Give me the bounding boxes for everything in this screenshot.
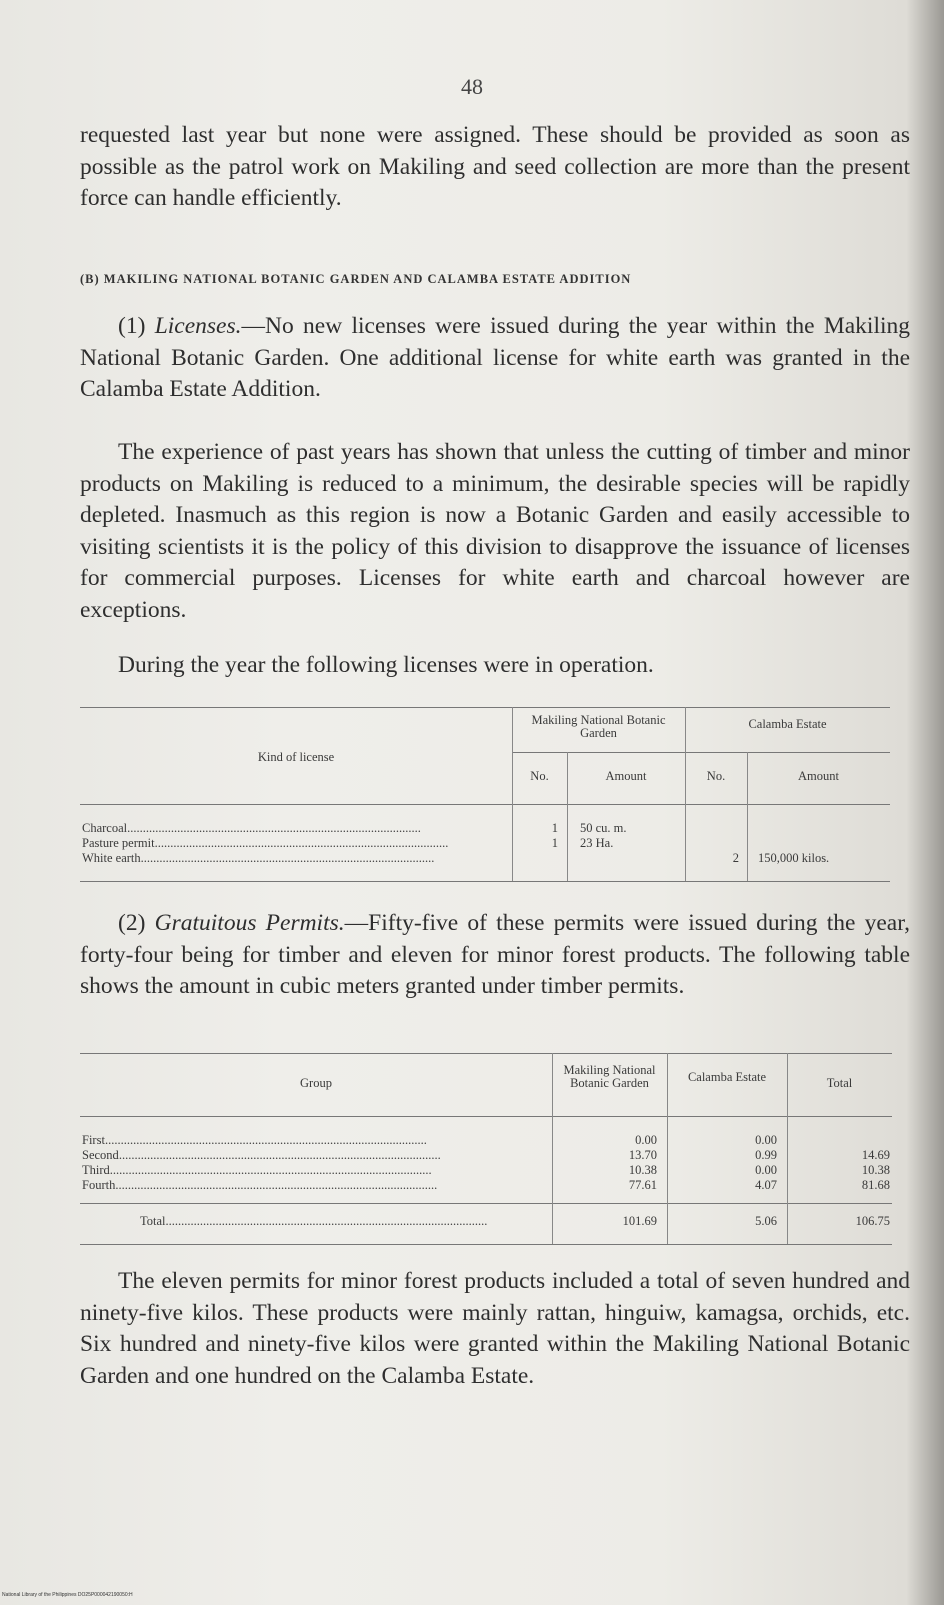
row-kind: Charcoal <box>82 822 128 835</box>
row-m-no: 1 <box>551 821 558 835</box>
minor-products-text: The eleven permits for minor forest products included a total of seven hundred and ninety-five kilos. These products were mainly rattan, hinguiw, kamagsa, orchids, etc. Six hundred and ninety-five kilos were granted within the Makiling National Botanic Garden and one hundred on the Calamba Estate. <box>80 1268 910 1389</box>
licenses-text: —No new licenses were issued during the year within the Makiling National Botanic Garden. One additional license for white earth was granted in the Calamba Estate Addition. <box>80 313 910 403</box>
row-m-no: 1 <box>551 836 558 850</box>
policy-text: The experience of past years has shown that unless the cutting of timber and minor products on Makiling is reduced to a minimum, the desirable species will be rapidly depleted. Inasmuch as this region is now a Botanic Garden and easily accessible to visiting scientists it is the policy of this division to disapprove the issuance of licenses for commercial purposes. Licenses for white earth and charcoal however are exceptions. <box>80 439 910 623</box>
row-total: 10.38 <box>861 1163 890 1177</box>
row-group: Fourth <box>82 1179 116 1192</box>
page-number: 48 <box>461 74 483 99</box>
col-calamba-amount: Amount <box>798 769 839 783</box>
table-row: Pasture permit.............................................................................................. <box>82 837 449 850</box>
gratuitous-label: (2) <box>118 910 155 936</box>
licenses-label: (1) <box>118 313 155 339</box>
paragraph-licenses <box>80 311 910 406</box>
gratuitous-text: —Fifty-five of these permits were issued during the year, forty-four being for timber and eleven for minor forest products. The following table shows the amount in cubic meters granted under timber permits. <box>80 910 910 1000</box>
row-m-amount: 23 Ha. <box>580 836 614 850</box>
paragraph-intro: requested last year but none were assigned. These should be provided as soon as possible as the patrol work on Makiling and seed collection are more than the present force can handle efficiently. <box>80 122 910 212</box>
table-row: Fourth....................................................................................................... <box>82 1179 438 1192</box>
col-calamba-no: No. <box>706 769 726 783</box>
row-c-no: 2 <box>732 851 739 865</box>
row-makiling: 10.38 <box>628 1163 657 1177</box>
col-makiling: Makiling National Botanic Garden <box>563 1063 656 1090</box>
total-label: Total <box>140 1215 166 1228</box>
table-row: Third....................................................................................................... <box>82 1164 432 1177</box>
table-row: Second....................................................................................................... <box>82 1149 441 1162</box>
row-m-amount: 50 cu. m. <box>580 821 627 835</box>
col-calamba-estate: Calamba Estate <box>748 717 827 731</box>
row-group: Second <box>82 1149 119 1162</box>
row-group: First <box>82 1134 105 1147</box>
paragraph-policy <box>80 437 910 627</box>
row-calamba: 0.00 <box>755 1163 777 1177</box>
licenses-intro-text: During the year the following licenses were in operation. <box>118 652 654 678</box>
col-makiling-amount: Amount <box>605 769 647 783</box>
total-calamba: 5.06 <box>755 1214 777 1228</box>
row-kind: Pasture permit <box>82 837 155 850</box>
table-row: White earth.............................................................................................. <box>82 852 435 865</box>
col-makiling-no: No. <box>530 769 549 783</box>
paragraph-gratuitous <box>80 908 910 1003</box>
row-calamba: 4.07 <box>755 1178 777 1192</box>
total-total: 106.75 <box>855 1214 890 1228</box>
total-row: Total....................................................................................................... <box>140 1215 488 1228</box>
col-makiling-garden: Makiling National Botanic Garden <box>531 713 666 740</box>
table-row: First....................................................................................................... <box>82 1134 427 1147</box>
row-group: Third <box>82 1164 110 1177</box>
col-calamba: Calamba Estate <box>687 1070 767 1084</box>
row-calamba: 0.00 <box>755 1133 777 1147</box>
table-row: Charcoal.............................................................................................. <box>82 822 421 835</box>
row-makiling: 0.00 <box>635 1133 657 1147</box>
col-total: Total <box>826 1076 853 1090</box>
row-makiling: 13.70 <box>628 1148 657 1162</box>
total-makiling: 101.69 <box>622 1214 657 1228</box>
row-c-amount: 150,000 kilos. <box>758 851 830 865</box>
col-group: Group <box>300 1076 332 1090</box>
paragraph-licenses-intro <box>80 650 910 682</box>
row-total: 81.68 <box>861 1178 890 1192</box>
section-heading: (B) MAKILING NATIONAL BOTANIC GARDEN AND CALAMBA ESTATE ADDITION <box>80 272 632 286</box>
licenses-title: Licenses. <box>154 313 242 339</box>
row-calamba: 0.99 <box>755 1148 777 1162</box>
row-kind: White earth <box>82 852 141 865</box>
row-total: 14.69 <box>861 1148 890 1162</box>
gratuitous-title: Gratuitous Permits. <box>154 910 345 936</box>
paragraph-minor-products <box>80 1266 910 1392</box>
row-makiling: 77.61 <box>628 1178 657 1192</box>
col-kind-of-license: Kind of license <box>257 750 335 764</box>
footer-credit: National Library of the Philippines DO25P000042190050:H <box>2 1592 133 1598</box>
